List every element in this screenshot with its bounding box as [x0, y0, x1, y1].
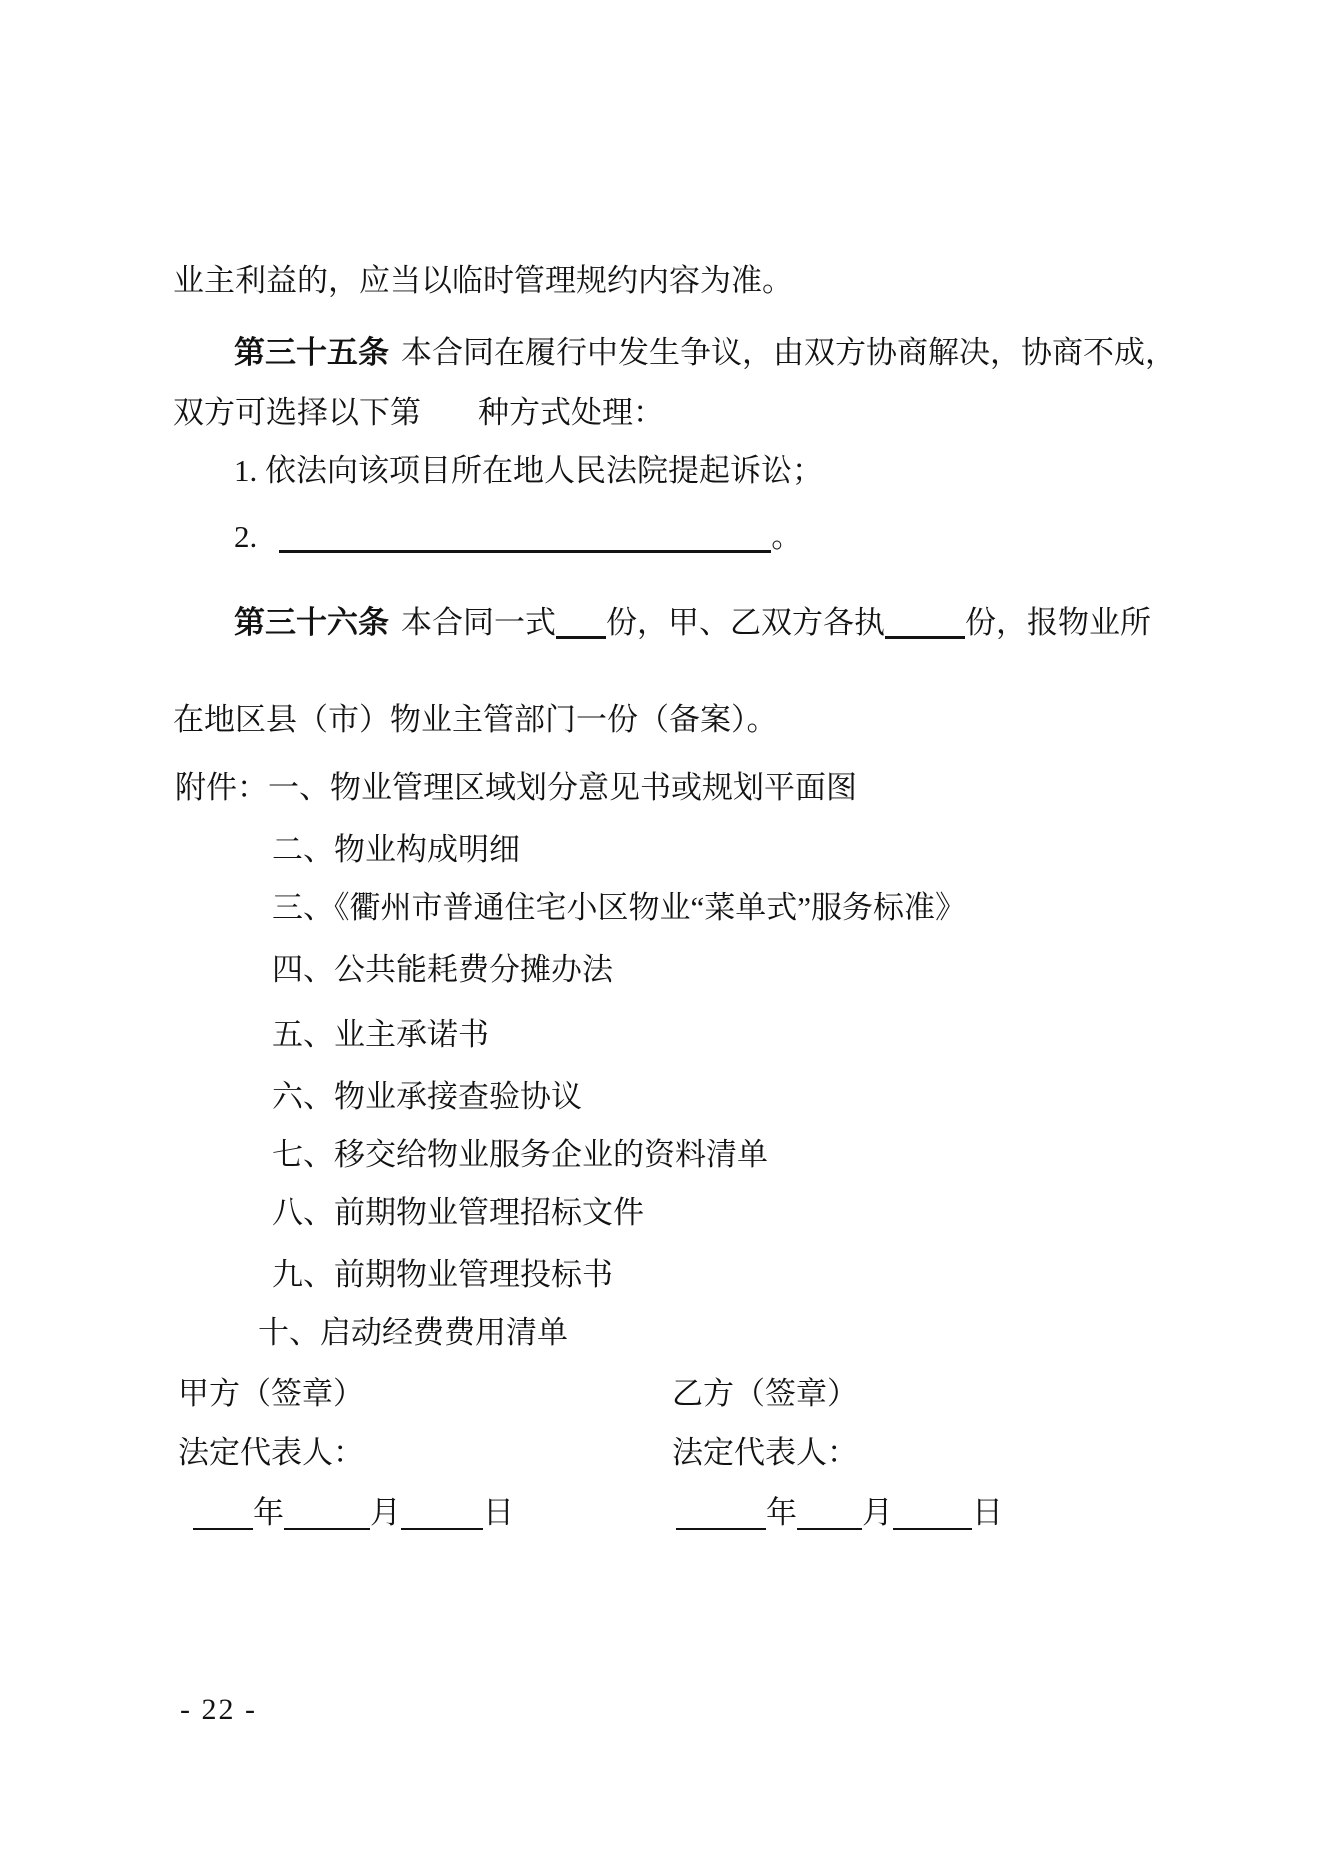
attachment-item: 五、业主承诺书 [272, 1017, 489, 1052]
legal-representative-b-label: 法定代表人： [672, 1435, 858, 1470]
blank-day-a [401, 1520, 483, 1530]
paragraph-article35 [234, 332, 1176, 374]
attachment-item: 二、物业构成明细 [272, 832, 520, 867]
dispute-option-2-number: 2. [234, 519, 258, 554]
month-label-a: 月 [370, 1495, 401, 1530]
option2-spacer [257, 546, 279, 547]
article36-seg2: 份，甲、乙双方各执 [606, 605, 885, 640]
attachment-item: 八、前期物业管理招标文件 [272, 1195, 644, 1230]
blank-copies-each [885, 628, 965, 639]
paragraph-clause-end: 业主利益的，应当以临时管理规约内容为准。 [173, 263, 793, 298]
attachment-item: 七、移交给物业服务企业的资料清单 [272, 1137, 768, 1172]
day-label-a: 日 [483, 1495, 514, 1530]
date-line-party-b [676, 1492, 1003, 1534]
blank-month-a [284, 1520, 370, 1530]
blank-year-b [676, 1520, 766, 1530]
attachment-item: 十、启动经费费用清单 [258, 1315, 568, 1350]
year-label-b: 年 [766, 1495, 797, 1530]
paragraph-article36 [234, 602, 1151, 644]
blank-copies-total [556, 628, 606, 639]
page-number: - 22 - [180, 1693, 257, 1726]
day-label-b: 日 [972, 1495, 1003, 1530]
paragraph-article36-line2: 在地区县（市）物业主管部门一份（备案）。 [173, 702, 778, 737]
attachments-label: 附件： [175, 770, 268, 805]
article36-number: 第三十六条 [234, 605, 389, 640]
article36-seg1: 本合同一式 [401, 605, 556, 640]
year-label-a: 年 [253, 1495, 284, 1530]
blank-option2-fill-line [279, 542, 771, 553]
dispute-option-2-period: 。 [771, 519, 803, 554]
paragraph-article35-line2 [173, 392, 664, 434]
attachment-item: 三、《衢州市普通住宅小区物业“菜单式”服务标准》 [272, 890, 967, 925]
month-label-b: 月 [862, 1495, 893, 1530]
attachment-item: 九、前期物业管理投标书 [272, 1257, 613, 1292]
article35-number: 第三十五条 [234, 335, 389, 370]
blank-month-b [797, 1520, 862, 1530]
attachment-item: 四、公共能耗费分摊办法 [272, 952, 613, 987]
article35-line2-post: 种方式处理： [478, 395, 664, 430]
legal-representative-a-label: 法定代表人： [178, 1435, 364, 1470]
date-line-party-a [193, 1492, 514, 1534]
blank-method-number [421, 422, 478, 423]
attachments-heading [175, 767, 857, 809]
party-a-seal-label: 甲方（签章） [178, 1376, 364, 1411]
dispute-option-1: 1. 依法向该项目所在地人民法院提起诉讼； [234, 453, 823, 488]
article35-text: 本合同在履行中发生争议，由双方协商解决，协商不成， [401, 335, 1176, 370]
dispute-option-2 [234, 516, 802, 558]
article35-line2-pre: 双方可选择以下第 [173, 395, 421, 430]
blank-day-b [893, 1520, 972, 1530]
attachment-item: 一、物业管理区域划分意见书或规划平面图 [268, 770, 857, 805]
party-b-seal-label: 乙方（签章） [672, 1376, 858, 1411]
attachment-item: 六、物业承接查验协议 [272, 1079, 582, 1114]
blank-year-a [193, 1520, 253, 1530]
article36-seg3: 份，报物业所 [965, 605, 1151, 640]
